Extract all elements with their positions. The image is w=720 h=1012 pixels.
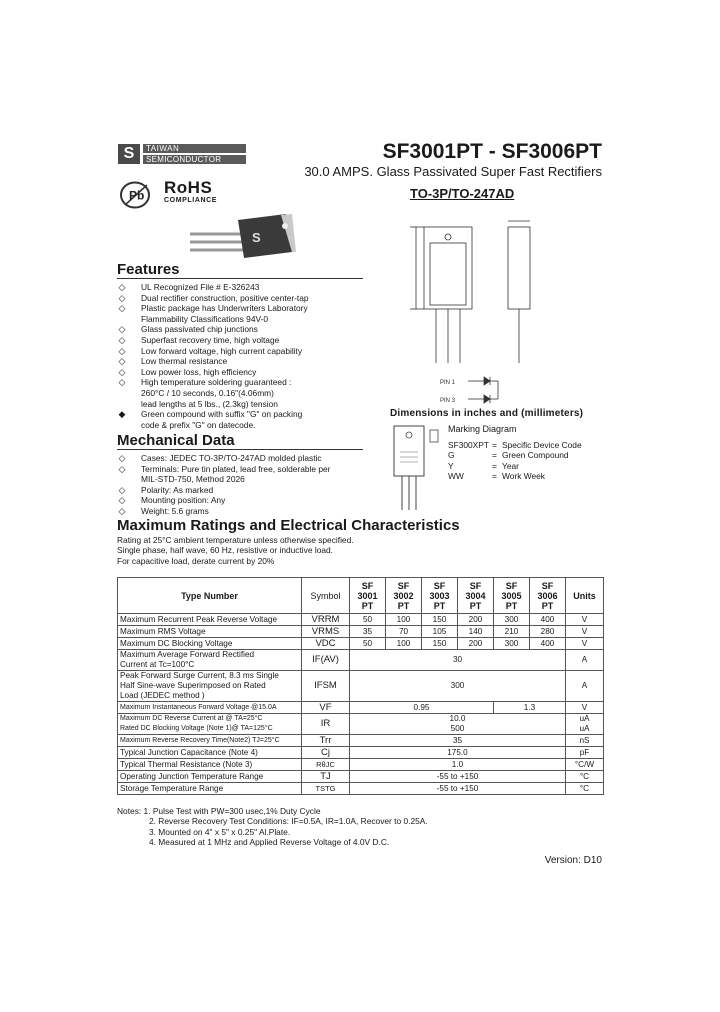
company-logo-icon: S: [118, 144, 140, 164]
marking-row: G = Green Compound: [448, 450, 569, 461]
marking-legend: [448, 440, 598, 482]
table-row: Maximum Recurrent Peak Reverse Voltage VRRM 50 100 150 200 300 400 V: [118, 614, 604, 626]
list-item: ◇ Low power loss, high efficiency: [118, 366, 257, 377]
component-photo-icon: [186, 212, 298, 262]
version-label: Version: D10: [544, 855, 602, 866]
logo-line-2: SEMICONDUCTOR: [143, 155, 246, 164]
dimensions-caption: Dimensions in inches and (millimeters): [390, 408, 584, 419]
col-header-part: SF 3006 PT: [530, 578, 566, 614]
marking-row: WW = Work Week: [448, 471, 545, 482]
svg-text:S: S: [252, 230, 261, 245]
ratings-heading: Maximum Ratings and Electrical Characteristics: [117, 517, 460, 534]
package-outline-drawing: [380, 203, 580, 408]
rohs-sub-label: COMPLIANCE: [164, 197, 218, 204]
page-title: SF3001PT - SF3006PT: [382, 140, 602, 163]
list-item: ◇ UL Recognized File # E-326243: [118, 282, 260, 292]
table-row: Storage Temperature Range TSTG -55 to +150 °C: [118, 783, 604, 795]
col-header-part: SF 3004 PT: [458, 578, 494, 614]
pb-label: Pb: [129, 188, 145, 203]
marking-row: SF300XPT = Specific Device Code: [448, 440, 582, 450]
pin1-label: PIN 1: [440, 380, 456, 386]
table-row: Maximum Reverse Recovery Time(Note2) TJ=25°C Trr 35 nS: [118, 735, 604, 747]
col-header-part: SF 3003 PT: [422, 578, 458, 614]
table-row: Maximum DC Blocking Voltage VDC 50 100 150 200 300 400 V: [118, 638, 604, 650]
table-row: Maximum RMS Voltage VRMS 35 70 105 140 210 280 V: [118, 626, 604, 638]
list-item-continuation: 260°C / 10 seconds, 0.16"(4.06mm): [141, 387, 274, 398]
marking-row: Y = Year: [448, 460, 519, 471]
list-item: ◇ Dual rectifier construction, positive center-tap: [118, 292, 309, 303]
mechanical-list: [117, 453, 367, 517]
features-divider: [117, 278, 363, 279]
note-line: Notes: 1. Pulse Test with PW=300 usec,1% Duty Cycle: [117, 806, 321, 816]
mechanical-heading: Mechanical Data: [117, 432, 235, 449]
list-item: ◇ High temperature soldering guaranteed :: [118, 377, 292, 388]
rohs-label: RoHS: [164, 178, 213, 197]
page-subtitle: 30.0 AMPS. Glass Passivated Super Fast Rectifiers: [304, 164, 602, 179]
list-item: ◇ Low thermal resistance: [118, 356, 228, 367]
note-line: 3. Mounted on 4" x 5" x 0.25" Al.Plate.: [149, 826, 291, 837]
list-item: ◇ Cases: JEDEC TO-3P/TO-247AD molded plastic: [118, 453, 322, 463]
table-row: Maximum Instantaneous Forward Voltage @15.0A VF 0.95 1.3 V: [118, 702, 604, 714]
col-header-part: SF 3001 PT: [350, 578, 386, 614]
list-item: ◇ Plastic package has Underwriters Laboratory: [118, 303, 308, 314]
table-row: Typical Thermal Resistance (Note 3) RθJC 1.0 °C/W: [118, 759, 604, 771]
list-item: ◇ Glass passivated chip junctions: [118, 324, 258, 335]
features-heading: Features: [117, 261, 180, 278]
list-item: ◇ Polarity: As marked: [118, 484, 214, 495]
list-item: ◇ Terminals: Pure tin plated, lead free, solderable per: [118, 463, 331, 474]
col-header-units: Units: [566, 578, 604, 614]
table-header-row: [118, 578, 604, 614]
package-label: TO-3P/TO-247AD: [410, 186, 515, 201]
table-row: Peak Forward Surge Current, 8.3 ms Single Half Sine-wave Superimposed on Rated Load (JEDEC method ) IFSM 300 A: [118, 671, 604, 702]
table-row: Operating Junction Temperature Range TJ -55 to +150 °C: [118, 771, 604, 783]
col-header-symbol: Symbol: [302, 578, 350, 614]
list-item: ◆ Green compound with suffix "G" on packing: [118, 409, 303, 420]
table-notes: [117, 806, 597, 848]
table-row: Maximum Average Forward Rectified Current at Tc=100°C IF(AV) 30 A: [118, 650, 604, 671]
table-row: Maximum DC Reverse Current at @ TA=25°C Rated DC Blocking Voltage (Note 1)@ TA=125°C IR 10.0 500 uA uA: [118, 714, 604, 735]
list-item-continuation: MIL-STD-750, Method 2026: [141, 474, 245, 485]
features-list: [117, 282, 367, 430]
pin3-label: PIN 3: [440, 398, 456, 404]
table-row: Typical Junction Capacitance (Note 4) Cj 175.0 pF: [118, 747, 604, 759]
marking-diagram-icon: [392, 424, 442, 512]
marking-title: Marking Diagram: [448, 424, 517, 434]
ratings-intro: Rating at 25°C ambient temperature unless otherwise specified. Single phase, half wave, 60 Hz, resistive or inductive load. For capacitive load, derate current by 20%: [117, 535, 354, 566]
list-item: ◇ Superfast recovery time, high voltage: [118, 334, 280, 345]
ratings-table: [117, 577, 604, 795]
pb-free-icon: [118, 180, 154, 210]
note-line: 4. Measured at 1 MHz and Applied Reverse Voltage of 4.0V D.C.: [149, 837, 390, 848]
list-item-continuation: lead lengths at 5 lbs., (2.3kg) tension: [141, 398, 278, 409]
mechanical-divider: [117, 449, 363, 450]
col-header-part: SF 3005 PT: [494, 578, 530, 614]
col-header-part: SF 3002 PT: [386, 578, 422, 614]
list-item-continuation: code & prefix "G" on datecode.: [141, 419, 256, 430]
list-item-continuation: Flammability Classifications 94V-0: [141, 313, 269, 324]
col-header-type: Type Number: [118, 578, 302, 614]
logo-line-1: TAIWAN: [143, 144, 246, 153]
note-line: 2. Reverse Recovery Test Conditions: IF=0.5A, IR=1.0A, Recover to 0.25A.: [149, 816, 428, 827]
list-item: ◇ Mounting position: Any: [118, 495, 226, 506]
list-item: ◇ Weight: 5.6 grams: [118, 505, 209, 516]
list-item: ◇ Low forward voltage, high current capability: [118, 345, 303, 356]
